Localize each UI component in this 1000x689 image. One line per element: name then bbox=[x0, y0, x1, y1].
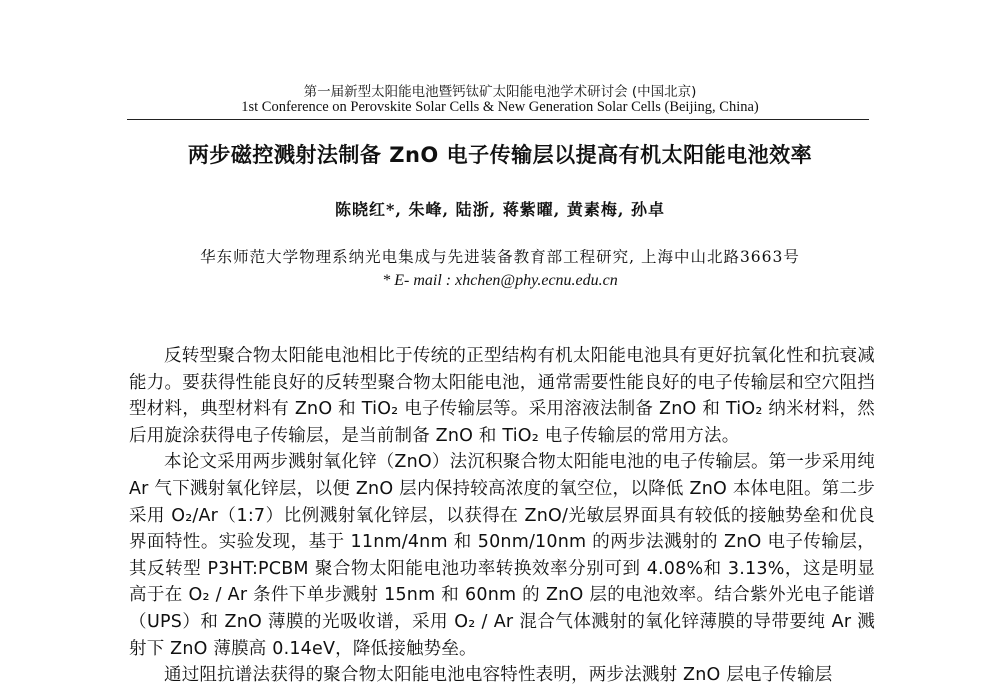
abstract-body bbox=[129, 343, 875, 689]
paragraph-3: 通过阻抗谱法获得的聚合物太阳能电池电容特性表明，两步法溅射 ZnO 层电子传输层 bbox=[164, 665, 833, 686]
affiliation: 华东师范大学物理系纳光电集成与先进装备教育部工程研究, 上海中山北路3663号 bbox=[200, 248, 800, 266]
header-rule bbox=[127, 119, 869, 120]
paragraph-1: 反转型聚合物太阳能电池相比于传统的正型结构有机太阳能电池具有更好抗氧化性和抗衰减能力。要获得性能良好的反转型聚合物太阳能电池，通常需要性能良好的电子传输层和空穴阻挡型材料，典型材料有 ZnO 和 TiO₂ 电子传输层等。采用溶液法制备 ZnO 和 TiO₂ 纳米材料，然后用旋涂获得电子传输层，是当前制备 ZnO 和 TiO₂ 电子传输层的常用方法。 bbox=[129, 346, 875, 446]
author-list: 陈晓红*, 朱峰, 陆浙, 蒋紫曜, 黄素梅, 孙卓 bbox=[334, 200, 666, 219]
paper-title: 两步磁控溅射法制备 ZnO 电子传输层以提高有机太阳能电池效率 bbox=[187, 143, 813, 167]
corresponding-email: * E- mail : xhchen@phy.ecnu.edu.cn bbox=[382, 272, 618, 289]
conference-header-en: 1st Conference on Perovskite Solar Cells & New Generation Solar Cells (Beijing, China) bbox=[241, 99, 759, 115]
paragraph-2: 本论文采用两步溅射氧化锌（ZnO）法沉积聚合物太阳能电池的电子传输层。第一步采用纯 Ar 气下溅射氧化锌层，以便 ZnO 层内保持较高浓度的氧空位，以降低 ZnO 本体电阻。第二步采用 O₂/Ar（1:7）比例溅射氧化锌层，以获得在 ZnO/光敏层界面具有较低的接触势垒和优良界面特性。实验发现，基于 11nm/4nm 和 50nm/10nm 的两步法溅射的 ZnO 电子传输层，其反转型 P3HT:PCBM 聚合物太阳能电池功率转换效率分别可到 4.08%和 3.13%，这是明显高于在 O₂ / Ar 条件下单步溅射 15nm 和 60nm 的 ZnO 层的电池效率。结合紫外光电子能谱（UPS）和 ZnO 薄膜的光吸收谱，采用 O₂ / Ar 混合气体溅射的氧化锌薄膜的导带要纯 Ar 溅射下 ZnO 薄膜高 0.14eV，降低接触势垒。 bbox=[129, 452, 875, 659]
conference-header-cn: 第一届新型太阳能电池暨钙钛矿太阳能电池学术研讨会 (中国北京) bbox=[303, 84, 697, 100]
